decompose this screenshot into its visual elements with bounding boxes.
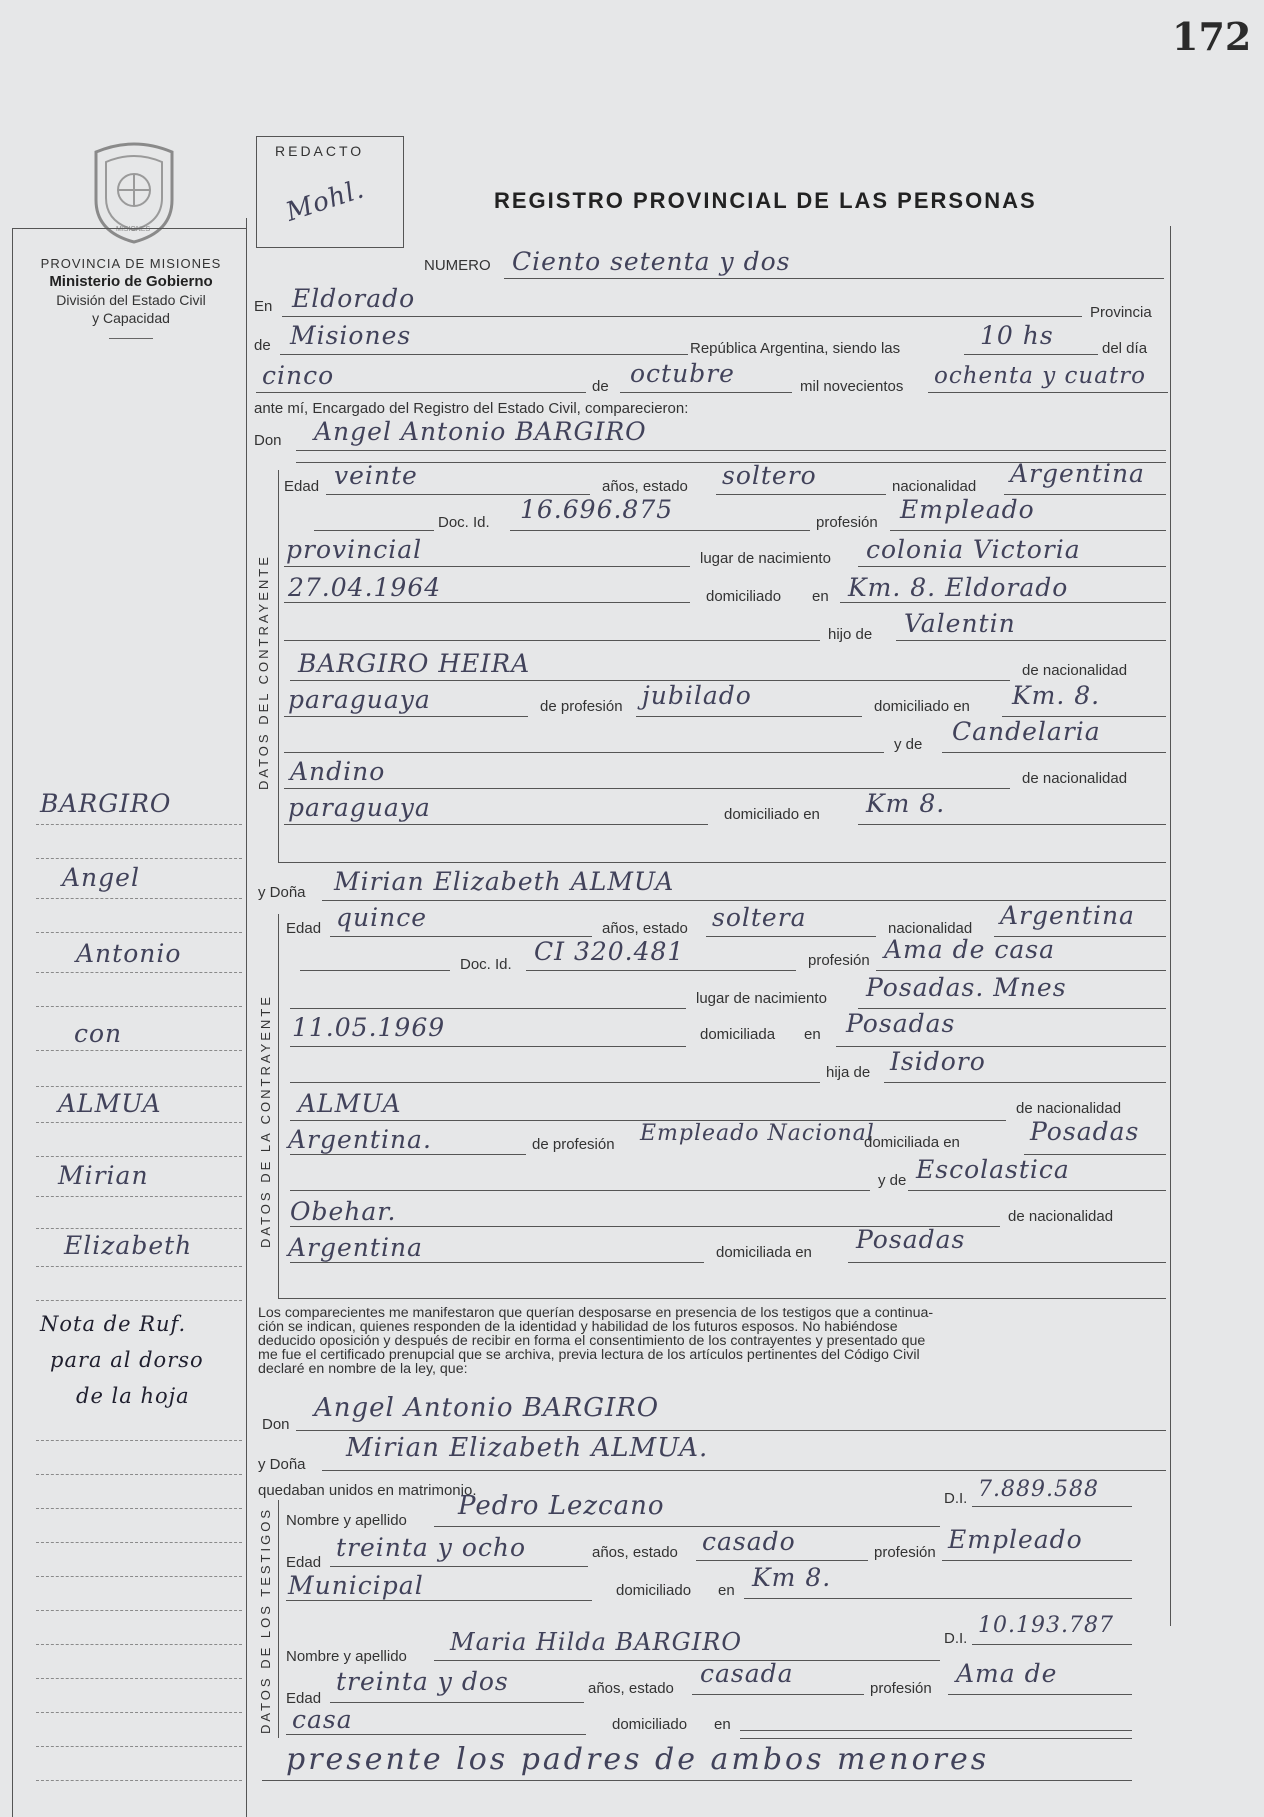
c-hijo-label: hijo de xyxy=(828,626,873,643)
c-madre-dom: Km 8. xyxy=(866,789,946,818)
declaration-line-2: ción se indican, quienes responden de la identidad y habilidad de los futuros esposos. No habiéndose xyxy=(258,1319,898,1335)
c-padre-prof: jubilado xyxy=(642,681,752,710)
de-value: Misiones xyxy=(290,321,412,350)
redacto-initials: Mohl. xyxy=(282,174,369,228)
f-padre-dom-label: domiciliada en xyxy=(864,1134,960,1151)
f-nac-value: Argentina xyxy=(1000,901,1135,930)
margin-note-surname-2: ALMUA xyxy=(58,1089,162,1118)
c-prof-cont-value: provincial xyxy=(286,535,423,564)
c-anos-label: años, estado xyxy=(602,478,688,495)
ministry-name: Ministerio de Gobierno xyxy=(49,273,213,290)
mil-label: mil novecientos xyxy=(800,378,904,395)
c-lugar-value: colonia Victoria xyxy=(866,535,1081,564)
t1-en-label: en xyxy=(718,1582,735,1599)
c-padre-nac: paraguaya xyxy=(288,685,431,714)
t2-estado-value: casada xyxy=(700,1659,794,1688)
t2-dom-label: domiciliado xyxy=(612,1716,688,1733)
f-padre-apellido: ALMUA xyxy=(298,1089,402,1118)
t1-dom-value: Km 8. xyxy=(752,1563,832,1592)
seal-text: MISIONES xyxy=(116,226,151,233)
f-en-label: en xyxy=(804,1026,821,1043)
contrayente-f-section-label: DATOS DE LA CONTRAYENTE xyxy=(258,994,273,1248)
t1-prof-label: profesión xyxy=(874,1544,936,1561)
t1-dom-label: domiciliado xyxy=(616,1582,692,1599)
c-fecha-value: 27.04.1964 xyxy=(288,573,442,602)
t1-anos-label: años, estado xyxy=(592,1544,678,1561)
f-dom-label: domiciliada xyxy=(700,1026,776,1043)
c-padre-apellido: BARGIRO HEIRA xyxy=(298,649,531,678)
t2-di-label: D.I. xyxy=(944,1630,968,1647)
f-de-prof-label: de profesión xyxy=(532,1136,615,1153)
t1-di-value: 7.889.588 xyxy=(978,1477,1099,1502)
de-mes-label: de xyxy=(592,378,609,395)
c-edad-value: veinte xyxy=(334,461,418,490)
division-line-2: y Capacidad xyxy=(92,310,170,326)
c-estado-value: soltero xyxy=(722,461,817,490)
t1-di-label: D.I. xyxy=(944,1490,968,1507)
republica-label: República Argentina, siendo las xyxy=(690,340,901,357)
t1-nombre-value: Pedro Lezcano xyxy=(458,1491,665,1521)
f-prof-value: Ama de casa xyxy=(884,935,1055,964)
t2-anos-label: años, estado xyxy=(588,1680,674,1697)
t2-prof-label: profesión xyxy=(870,1680,932,1697)
f-fecha-value: 11.05.1969 xyxy=(292,1013,446,1042)
margin-note-given-4: Elizabeth xyxy=(64,1231,193,1260)
don-value: Angel Antonio BARGIRO xyxy=(314,417,647,446)
decl-dona-label: y Doña xyxy=(258,1456,306,1473)
t2-edad-value: treinta y dos xyxy=(336,1667,509,1696)
t1-prof-cont-value: Municipal xyxy=(288,1571,424,1600)
c-doc-label: Doc. Id. xyxy=(438,514,490,531)
decl-don-value: Angel Antonio BARGIRO xyxy=(314,1393,660,1423)
numero-value: Ciento setenta y dos xyxy=(512,247,791,276)
registry-title: REGISTRO PROVINCIAL DE LAS PERSONAS xyxy=(494,188,1037,213)
f-de-nac-label: de nacionalidad xyxy=(1016,1100,1122,1117)
margin-note-surname: BARGIRO xyxy=(40,789,172,818)
declaration-line-4: me fue el certificado prenupcial que se archiva, previa lectura de los artículos pertinentes del Código Civil xyxy=(258,1347,920,1363)
f-padre-value: Isidoro xyxy=(890,1047,986,1076)
f-madre-apellido: Obehar. xyxy=(290,1197,397,1226)
c-prof-value: Empleado xyxy=(900,495,1035,524)
ante-mi-text: ante mí, Encargado del Registro del Estado Civil, comparecieron: xyxy=(254,400,689,417)
f-madre-value: Escolastica xyxy=(916,1155,1070,1184)
f-anos-label: años, estado xyxy=(602,920,688,937)
t1-nombre-label: Nombre y apellido xyxy=(286,1512,407,1529)
margin-annotation-line-2: para al dorso xyxy=(50,1348,204,1372)
c-de-nac-label: de nacionalidad xyxy=(1022,662,1128,679)
form-right-border xyxy=(1170,226,1171,1626)
f-madre-de-nac-label: de nacionalidad xyxy=(1008,1208,1114,1225)
f-hija-label: hija de xyxy=(826,1064,871,1081)
t2-prof-cont-value: casa xyxy=(292,1705,353,1734)
t2-prof-value: Ama de xyxy=(956,1659,1058,1688)
form-left-border xyxy=(246,218,247,1817)
margin-note-given-2: Antonio xyxy=(76,939,182,968)
f-estado-value: soltera xyxy=(712,903,807,932)
f-prof-label: profesión xyxy=(808,952,870,969)
f-madre-dom-label: domiciliada en xyxy=(716,1244,812,1261)
f-lugar-label: lugar de nacimiento xyxy=(696,990,827,1007)
f-dom-value: Posadas xyxy=(846,1009,956,1038)
year-value: ochenta y cuatro xyxy=(934,363,1147,389)
c-lugar-label: lugar de nacimiento xyxy=(700,550,831,567)
t1-prof-value: Empleado xyxy=(948,1525,1083,1554)
provincia-label: Provincia xyxy=(1090,304,1152,321)
province-name: PROVINCIA DE MISIONES xyxy=(40,256,222,271)
margin-annotation-line-1: Nota de Ruf. xyxy=(40,1312,187,1336)
y-dona-label: y Doña xyxy=(258,884,306,901)
f-padre-nac: Argentina. xyxy=(288,1125,432,1154)
c-dom-en-label: domiciliado en xyxy=(874,698,970,715)
division-line-1: División del Estado Civil xyxy=(56,292,206,308)
c-padre-dom: Km. 8. xyxy=(1012,681,1101,710)
de-label: de xyxy=(254,337,271,354)
contrayente-section-label: DATOS DEL CONTRAYENTE xyxy=(256,554,271,790)
f-nac-label: nacionalidad xyxy=(888,920,973,937)
c-nac-value: Argentina xyxy=(1010,459,1145,488)
margin-note-given-1: Angel xyxy=(62,863,140,892)
declaration-line-5: declaré en nombre de la ley, que: xyxy=(258,1361,468,1377)
left-top-rule xyxy=(12,228,246,229)
left-margin-border xyxy=(12,228,13,1817)
unidos-text: quedaban unidos en matrimonio. xyxy=(258,1482,477,1499)
f-doc-label: Doc. Id. xyxy=(460,956,512,973)
t1-estado-value: casado xyxy=(702,1527,796,1556)
c-madre-de-nac-label: de nacionalidad xyxy=(1022,770,1128,787)
declaration-paragraph xyxy=(258,1306,1168,1376)
c-madre-value: Candelaria xyxy=(952,717,1101,746)
c-madre-dom-label: domiciliado en xyxy=(724,806,820,823)
f-madre-dom: Posadas xyxy=(856,1225,966,1254)
f-padre-prof: Empleado Nacional xyxy=(640,1121,875,1146)
c-madre-apellido: Andino xyxy=(290,757,386,786)
t2-nombre-label: Nombre y apellido xyxy=(286,1648,407,1665)
day-value: cinco xyxy=(262,361,335,390)
declaration-line-3: deducido oposición y después de recibir en forma el consentimiento de los contrayentes y presentado que xyxy=(258,1333,926,1349)
f-padre-dom: Posadas xyxy=(1030,1117,1140,1146)
f-y-de-label: y de xyxy=(878,1172,907,1189)
t1-edad-label: Edad xyxy=(286,1554,322,1571)
f-madre-nac: Argentina xyxy=(288,1233,423,1262)
f-doc-value: CI 320.481 xyxy=(534,937,685,966)
en-value: Eldorado xyxy=(292,284,416,313)
del-dia-label: del día xyxy=(1102,340,1148,357)
c-de-prof-label: de profesión xyxy=(540,698,623,715)
month-value: octubre xyxy=(630,359,735,388)
t1-edad-value: treinta y ocho xyxy=(336,1533,527,1562)
c-dom-value: Km. 8. Eldorado xyxy=(848,573,1069,602)
t2-nombre-value: Maria Hilda BARGIRO xyxy=(450,1628,742,1656)
c-madre-nac: paraguaya xyxy=(288,793,431,822)
f-edad-value: quince xyxy=(336,903,427,932)
numero-label: NUMERO xyxy=(424,257,491,274)
margin-note-con: con xyxy=(74,1019,123,1048)
don-label: Don xyxy=(254,432,282,449)
hour-value: 10 hs xyxy=(980,321,1054,350)
footer-note: presente los padres de ambos menores xyxy=(286,1742,990,1777)
c-nac-label: nacionalidad xyxy=(892,478,977,495)
decl-dona-value: Mirian Elizabeth ALMUA. xyxy=(346,1433,709,1463)
f-lugar-value: Posadas. Mnes xyxy=(866,973,1067,1002)
decl-don-label: Don xyxy=(262,1416,290,1433)
c-padre-value: Valentin xyxy=(904,609,1016,638)
c-prof-label: profesión xyxy=(816,514,878,531)
t2-en-label: en xyxy=(714,1716,731,1733)
margin-note-given-3: Mirian xyxy=(58,1161,149,1190)
margin-annotation-line-3: de la hoja xyxy=(76,1384,190,1408)
f-edad-label: Edad xyxy=(286,920,322,937)
dona-value: Mirian Elizabeth ALMUA xyxy=(334,867,675,896)
c-y-de-label: y de xyxy=(894,736,923,753)
c-dom-label: domiciliado xyxy=(706,588,782,605)
testigos-section-label: DATOS DE LOS TESTIGOS xyxy=(258,1507,273,1734)
c-edad-label: Edad xyxy=(284,478,320,495)
en-label: En xyxy=(254,298,273,315)
redacto-label: REDACTO xyxy=(275,143,365,159)
c-doc-value: 16.696.875 xyxy=(520,495,674,524)
redacto-box xyxy=(256,136,404,248)
page-number: 172 xyxy=(1172,14,1252,59)
c-en-label: en xyxy=(812,588,829,605)
t2-di-value: 10.193.787 xyxy=(978,1613,1114,1638)
declaration-line-1: Los comparecientes me manifestaron que querían desposarse en presencia de los testigos que a continua- xyxy=(258,1305,934,1321)
t2-edad-label: Edad xyxy=(286,1690,322,1707)
